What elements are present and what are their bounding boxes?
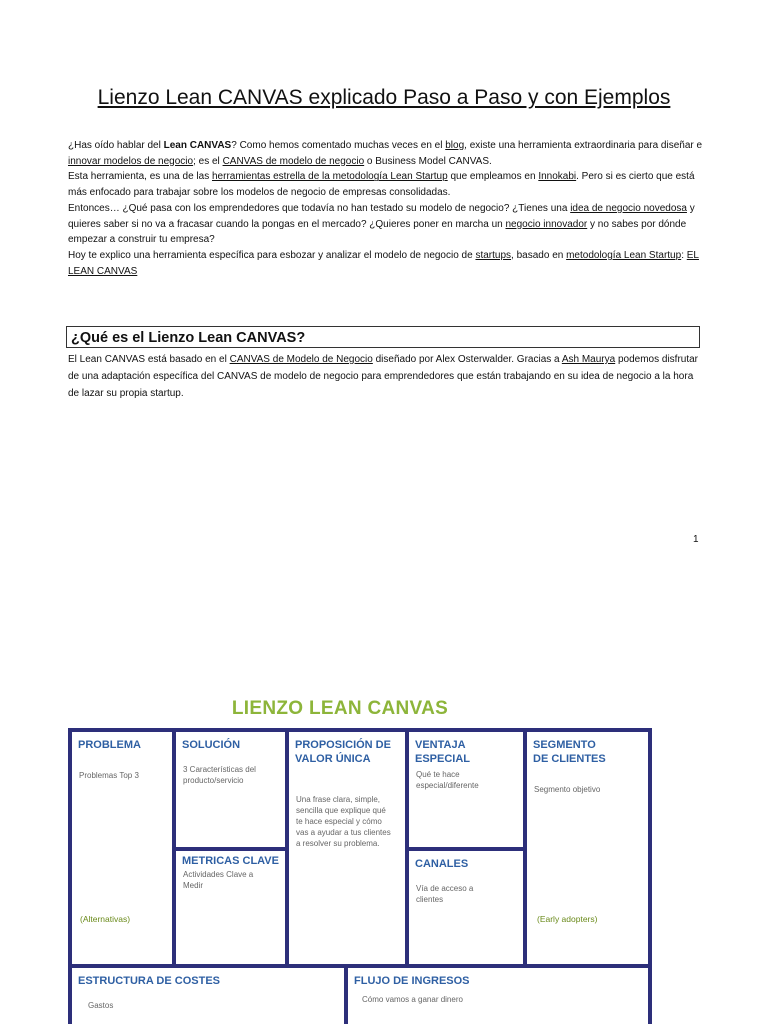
cell-flujo-ingresos (348, 968, 648, 1024)
link-el-lean-canvas[interactable]: EL LEAN CANVAS (68, 249, 699, 277)
ventaja-heading: VENTAJA ESPECIAL (415, 739, 471, 765)
link-ash-maurya[interactable]: Ash Maurya (561, 354, 616, 365)
cell-propuesta-valor (289, 732, 405, 964)
link-idea-negocio[interactable]: idea de negocio novedosa (570, 202, 687, 214)
costes-heading: ESTRUCTURA DE COSTES (78, 975, 220, 987)
segmento-desc: Segmento objetivo (534, 785, 601, 794)
problema-footer: (Alternativas) (80, 914, 131, 924)
section-paragraph (68, 351, 704, 402)
text: ? Como hemos comentado muchas veces en el (231, 140, 446, 151)
text: ; es el (193, 155, 223, 167)
problema-heading: PROBLEMA (78, 739, 141, 751)
lean-canvas-grid (68, 728, 652, 1024)
link-innokabi[interactable]: Innokabi (538, 171, 577, 183)
ingresos-heading: FLUJO DE INGRESOS (354, 975, 470, 987)
link-canvas-modelo-negocio[interactable]: CANVAS de Modelo de Negocio (229, 354, 373, 365)
link-herramientas-estrella[interactable]: herramientas estrella de la metodología Lean Startup (211, 171, 448, 183)
text: y quieres saber si no va a fracasar cuando la pongas en el mercado? ¿Quieres poner en marcha un (68, 202, 695, 230)
intro-paragraph-1 (68, 138, 704, 169)
link-negocio-innovador[interactable]: negocio innovador (505, 218, 588, 230)
link-canvas-modelo[interactable]: CANVAS de modelo de negocio (222, 155, 365, 167)
ingresos-desc: Cómo vamos a ganar dinero (362, 995, 463, 1004)
text: podemos disfrutar de una adaptación específica del CANVAS de modelo de negocio para emprendedores que están trabajando en su idea de negocio a la hora de lazar su propia startup. (68, 354, 699, 399)
ventaja-desc: Qué te hace especial/diferente (416, 770, 479, 790)
text: . Pero si es cierto que está más enfocado para trabajar sobre los modelos de negocio de empresas consolidadas. (68, 171, 695, 199)
cell-canales (409, 851, 523, 964)
cell-ventaja-especial (409, 732, 523, 847)
cell-segmento-clientes (527, 732, 648, 964)
cell-metricas-clave (176, 851, 285, 964)
text: Entonces… ¿Qué pasa con los emprendedores que todavía no han testado su modelo de negocio? ¿Tienes una (68, 202, 571, 214)
text: y no sabes por dónde empezar a construir tu empresa? (68, 218, 687, 246)
intro-paragraph-4 (68, 248, 704, 279)
metricas-heading: METRICAS CLAVE (182, 855, 279, 867)
solucion-heading: SOLUCIÓN (182, 739, 241, 751)
intro-paragraph-2 (68, 169, 704, 200)
text: que empleamos en (447, 171, 539, 183)
section-heading: ¿Qué es el Lienzo Lean CANVAS? (66, 326, 700, 348)
text: Esta herramienta, es una de las (68, 171, 212, 183)
cell-problema (72, 732, 172, 964)
problema-desc: Problemas Top 3 (79, 771, 139, 780)
document-title: Lienzo Lean CANVAS explicado Paso a Paso y con Ejemplos (97, 86, 671, 109)
segmento-footer: (Early adopters) (537, 914, 598, 924)
canales-desc: Vía de acceso a clientes (416, 884, 474, 904)
text: Hoy te explico una herramienta específica para esbozar y analizar el modelo de negocio de (68, 249, 476, 261)
text: : (681, 249, 687, 261)
costes-desc: Gastos (88, 1001, 114, 1010)
segmento-heading: SEGMENTO DE CLIENTES (533, 739, 606, 765)
solucion-desc: 3 Características del producto/servicio (183, 765, 256, 785)
text: El Lean CANVAS está basado en el (68, 354, 230, 365)
cell-solucion (176, 732, 285, 847)
canales-heading: CANALES (415, 858, 469, 870)
text: , basado en (511, 249, 567, 261)
propuesta-desc: Una frase clara, simple, sencilla que explique qué te hace especial y cómo vas a ayudar a tus clientes a resolver su problema. (296, 795, 391, 848)
text-bold: Lean CANVAS (163, 140, 232, 151)
text: , existe una herramienta extraordinaria para diseñar e (464, 140, 703, 151)
text: ¿Has oído hablar del (68, 140, 164, 151)
metricas-desc: Actividades Clave a Medir (183, 870, 254, 890)
canvas-title: LIENZO LEAN CANVAS (231, 698, 449, 719)
propuesta-heading: PROPOSICIÓN DE VALOR ÚNICA (295, 739, 391, 765)
text: o Business Model CANVAS. (364, 155, 492, 167)
intro-text (68, 138, 704, 279)
text: diseñado por Alex Osterwalder. Gracias a (372, 354, 562, 365)
intro-paragraph-3 (68, 201, 704, 248)
page-number: 1 (693, 534, 699, 545)
cell-estructura-costes (72, 968, 344, 1024)
link-innovar-modelos[interactable]: innovar modelos de negocio (68, 155, 194, 167)
link-blog[interactable]: blog (445, 140, 465, 151)
link-startups[interactable]: startups (475, 249, 512, 261)
link-metodologia-lean-startup[interactable]: metodología Lean Startup (566, 249, 682, 261)
